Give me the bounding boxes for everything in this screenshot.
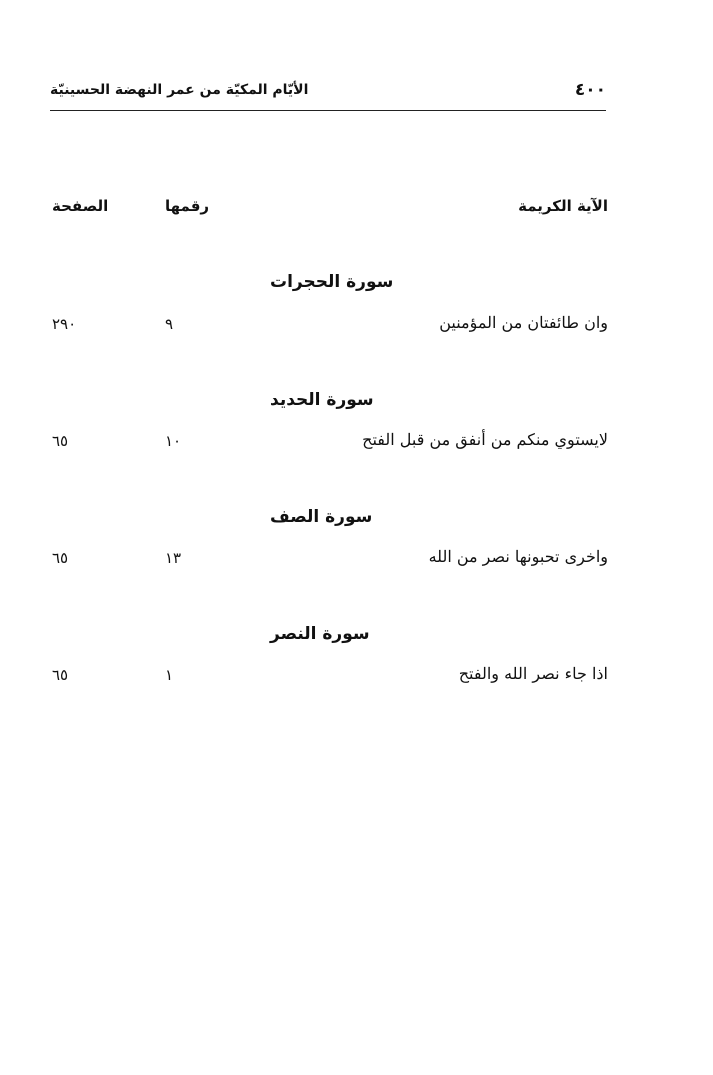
- verse-text: واخرى تحبونها نصر من الله: [428, 547, 608, 566]
- verse-number: ١: [165, 666, 174, 684]
- surah-title-nasr: سورة النصر: [270, 624, 370, 644]
- verse-text: وان طائفتان من المؤمنين: [439, 313, 608, 332]
- verse-page: ٦٥: [52, 432, 69, 450]
- column-header-page: الصفحة: [52, 197, 109, 215]
- page-number: ٤٠٠: [574, 80, 606, 100]
- verse-page: ٦٥: [52, 549, 69, 567]
- verse-text: لايستوي منكم من أنفق من قبل الفتح: [362, 430, 608, 449]
- surah-title-hadid: سورة الحديد: [270, 390, 374, 410]
- verse-page: ٦٥: [52, 666, 69, 684]
- column-header-number: رقمها: [165, 197, 210, 215]
- column-header-verse: الآية الكريمة: [518, 197, 608, 215]
- page-header: [50, 80, 606, 111]
- verse-number: ٩: [165, 315, 174, 333]
- verse-number: ١٠: [165, 432, 182, 450]
- verse-text: اذا جاء نصر الله والفتح: [458, 664, 608, 683]
- surah-title-saff: سورة الصف: [270, 507, 373, 527]
- surah-title-hujurat: سورة الحجرات: [270, 272, 394, 292]
- verse-number: ١٣: [165, 549, 182, 567]
- running-title: الأيّام المكيّة من عمر النهضة الحسينيّة: [50, 82, 309, 98]
- verse-page: ٢٩٠: [52, 315, 77, 333]
